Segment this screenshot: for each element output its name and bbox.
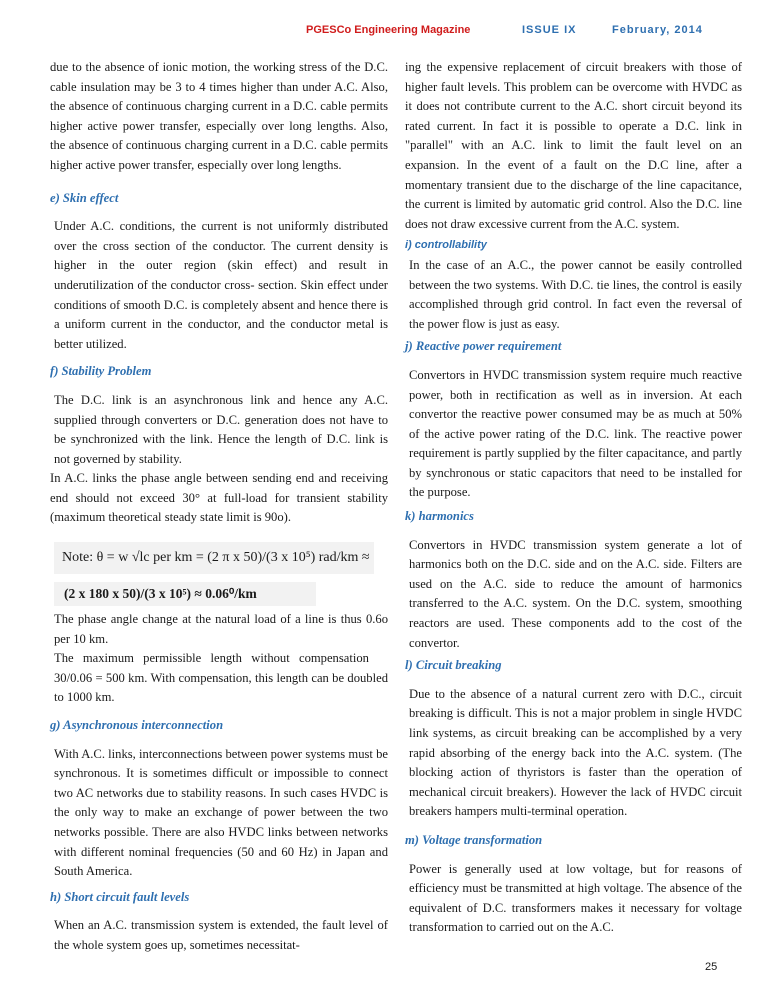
heading-asynchronous-interconnection: g) Asynchronous interconnection (50, 718, 224, 733)
formula-phase-constant: Note: θ = w √lc per km = (2 π x 50)/(3 x 10⁵) rad/km ≈ (54, 542, 374, 574)
left-column (50, 58, 388, 956)
paragraph-harmonics: Convertors in HVDC transmission system generate a lot of harmonics both on the D.C. side and on the A.C. side. Filters are used on the A.C. side to reduce the amount of harmonics transferred to the A.C. system. On the D.C. system, smoothing reactors are used. These components add to the cost of the convertor. (409, 537, 742, 650)
heading-controllability: i) controllability (405, 239, 487, 252)
paragraph-short-circuit: When an A.C. transmission system is extended, the fault level of the whole system goes up, sometimes necessitat- (54, 918, 388, 952)
issue-date: February, 2014 (612, 24, 703, 36)
paragraph-reactive-power: Convertors in HVDC transmission system require much reactive power, both in rectification as well as in inversion. At each convertor the reactive power consumed may be as much at 50% of the active power rating of the D.C. link. The reactive power requirement is partly supplied by the filter capacitance, and partly by synchronous or static capacitors that need to be installed for the purpose. (409, 367, 742, 500)
paragraph-natural-load: The phase angle change at the natural load of a line is thus 0.6o per 10 km. (54, 612, 388, 646)
magazine-title: PGESCo Engineering Magazine (306, 24, 471, 36)
issue-label: ISSUE IX (522, 24, 577, 36)
paragraph-voltage-transformation: Power is generally used at low voltage, but for reasons of efficiency must be transmitted at high voltage. The absence of the equivalent of D.C. transformers makes it necessary for voltage transformation to carried out on the A.C. (409, 861, 742, 935)
right-column (405, 58, 742, 938)
heading-skin-effect: e) Skin effect (50, 190, 119, 205)
paragraph-controllability: In the case of an A.C., the power cannot be easily controlled between the two systems. With D.C. tie lines, the control is easily accomplished through grid control. In fact even the reversal of the power flow is just as easy. (409, 257, 742, 331)
page-number: 25 (705, 961, 718, 973)
paragraph-phase-angle: In A.C. links the phase angle between sending end and receiving end should not exceed 30° at full-load for transient stability (maximum theoretical steady state limit is 90o). (50, 471, 388, 525)
heading-stability-problem: f) Stability Problem (50, 364, 152, 379)
paragraph-cable-insulation: due to the absence of ionic motion, the working stress of the D.C. cable insulation may be 3 to 4 times higher than under A.C. Also, the absence of continuous charging current in a D.C. cable permits higher active power transfer, especially over long lengths. Also, the absence of continuous charging current in a D.C. cable permits higher active power transfer, especially over long lengths. (50, 60, 388, 172)
paragraph-skin-effect: Under A.C. conditions, the current is not uniformly distributed over the cross section of the conductor. The current density is higher in the outer region (skin effect) and result in underutilization of the conductor cross- section. Skin effect under conditions of smooth D.C. is completely absent and hence there is a uniform current in the conductor, and the conductor metal is better utilized. (54, 219, 388, 351)
heading-reactive-power: j) Reactive power requirement (405, 339, 562, 354)
paragraph-asynchronous-link: The D.C. link is an asynchronous link and hence any A.C. supplied through converters or D.C. generation does not have to be synchronized with the link. Hence the length of D.C. link is not governed by stability. (54, 392, 388, 466)
page-header (0, 24, 772, 40)
paragraph-fault-level: ing the expensive replacement of circuit breakers with those of higher fault levels. This problem can be overcome with HVDC as it does not contribute current to the A.C. short circuit beyond its rated current. In fact it is possible to operate a D.C. link in "parallel" with an A.C. link to limit the fault level on an expansion. In the event of a fault on the D.C line, after a momentary transient due to the discharge of the line capacitance, the current is limited by automatic grid control. Also the D.C. line does not draw excessive current from the A.C. system. (405, 60, 742, 231)
paragraph-max-length: The maximum permissible length without compensation 30/0.06 = 500 km. With compensation, this length can be doubled to 1000 km. (54, 651, 388, 705)
heading-circuit-breaking: l) Circuit breaking (405, 658, 502, 673)
heading-voltage-transformation: m) Voltage transformation (405, 832, 543, 847)
heading-harmonics: k) harmonics (405, 509, 474, 524)
paragraph-asynchronous-interconnection: With A.C. links, interconnections between power systems must be synchronous. It is sometimes difficult or impossible to connect two AC networks due to stability reasons. In such cases HVDC is the only way to make an exchange of power between the two networks possible. There are also HVDC links between networks with different nominal frequencies (50 and 60 Hz) in Japan and South America. (54, 746, 388, 879)
formula-phase-per-km: (2 x 180 x 50)/(3 x 10⁵) ≈ 0.06⁰/km (54, 582, 316, 606)
heading-short-circuit: h) Short circuit fault levels (50, 889, 190, 904)
paragraph-circuit-breaking: Due to the absence of a natural current zero with D.C., circuit breaking is difficult. This is not a major problem in single HVDC link systems, as circuit breaking can be accomplished by a very rapid absorbing of the energy back into the A.C. system. (The blocking action of thyristors is faster than the operation of mechanical circuit breakers). However the lack of HVDC circuit breakers hampers multi-terminal operation. (409, 686, 742, 819)
